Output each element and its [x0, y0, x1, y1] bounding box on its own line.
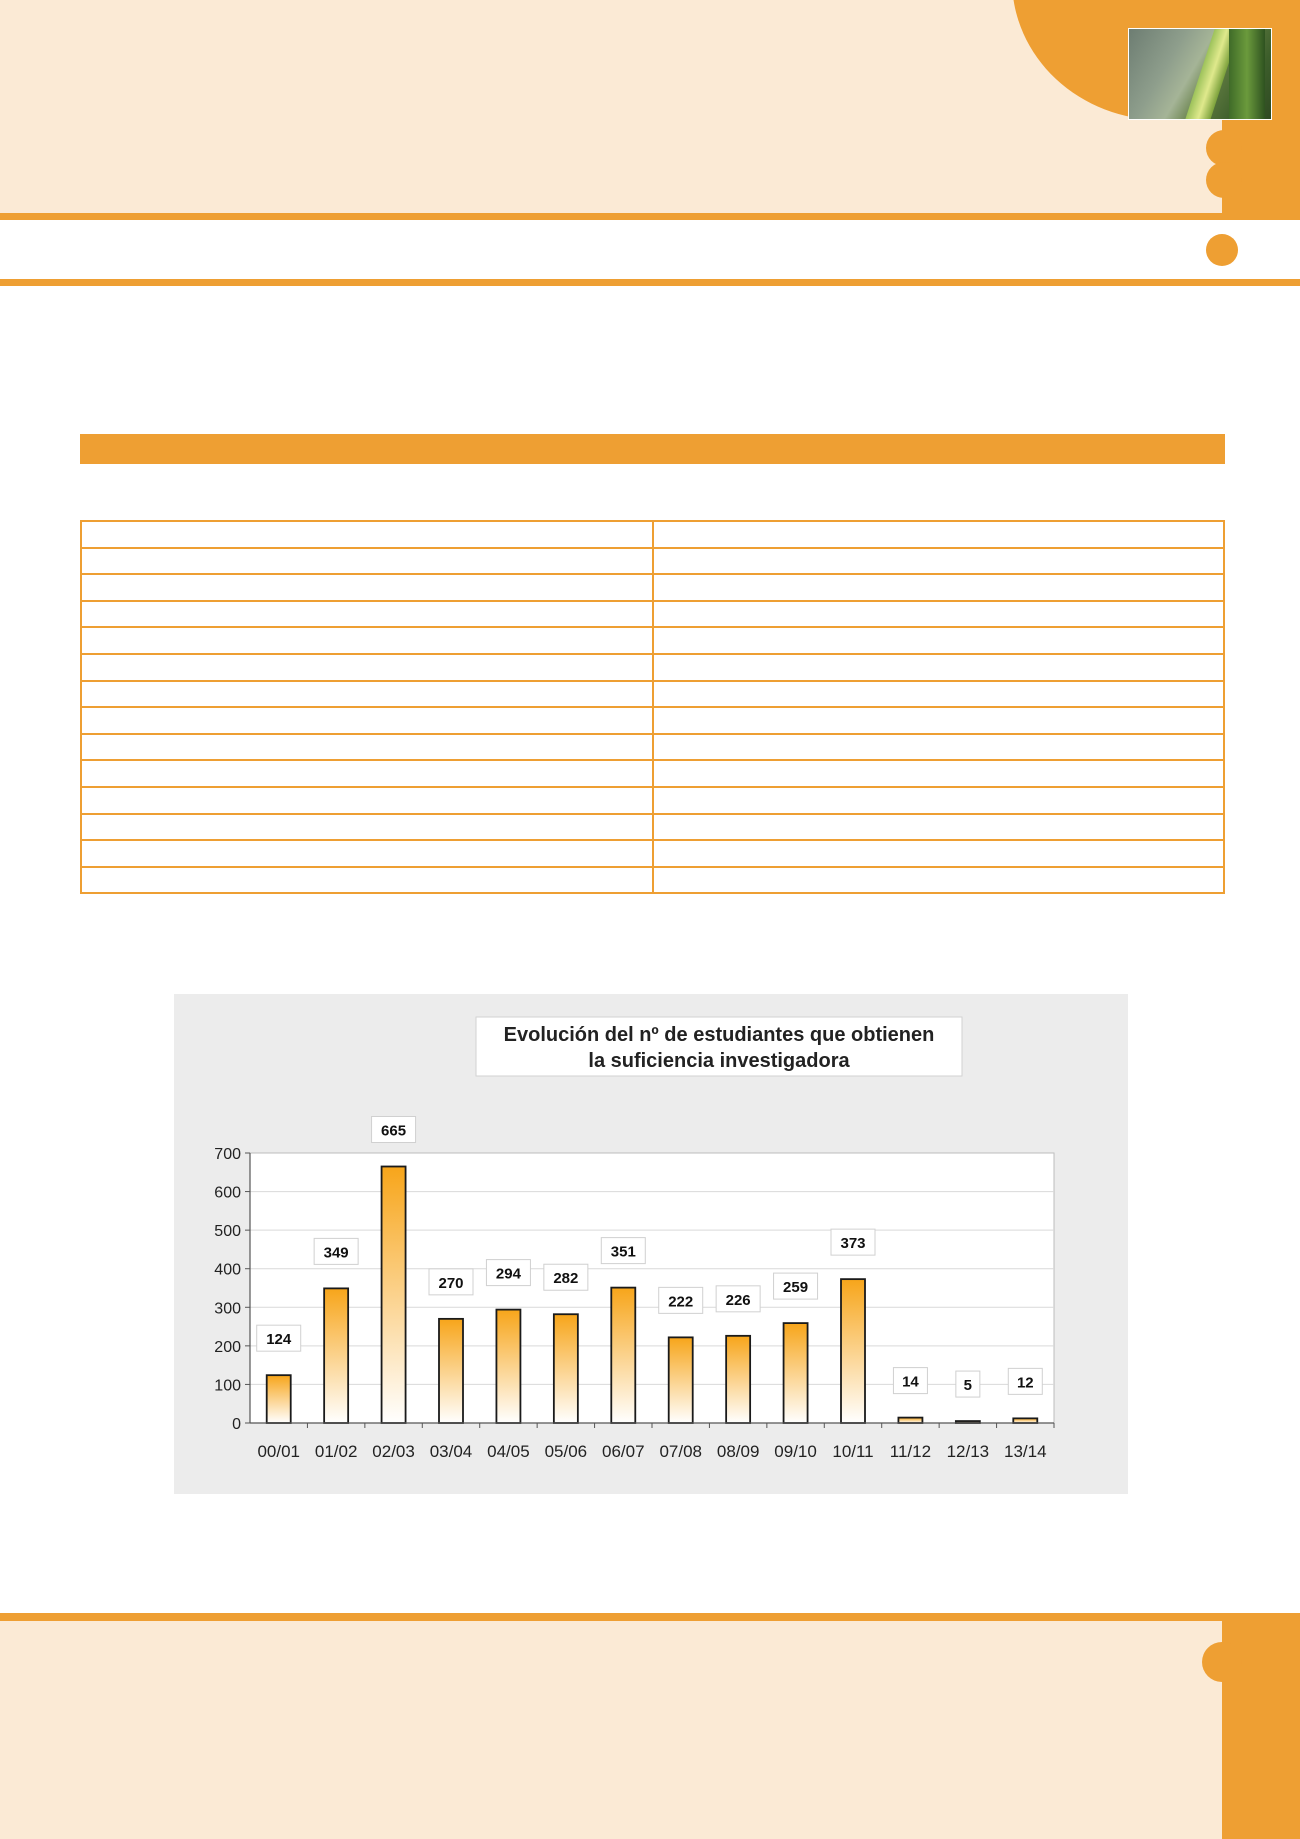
x-axis-labels	[257, 1423, 1054, 1461]
table-row	[81, 548, 1224, 575]
y-tick-label: 200	[214, 1338, 241, 1356]
table-cell	[81, 840, 653, 867]
table-cell	[653, 707, 1224, 734]
table-row	[81, 734, 1224, 761]
bar	[898, 1418, 922, 1423]
header-dot	[1206, 234, 1238, 266]
table-row	[81, 760, 1224, 787]
x-tick-label: 07/08	[659, 1442, 702, 1461]
table-cell	[653, 840, 1224, 867]
table-cell	[81, 814, 653, 841]
bar-chart	[174, 994, 1128, 1494]
bar	[496, 1310, 520, 1423]
bar	[784, 1323, 808, 1423]
table-cell	[81, 867, 653, 894]
table-cell	[81, 760, 653, 787]
table-row	[81, 814, 1224, 841]
table-cell	[653, 867, 1224, 894]
data-label: 12	[1016, 1374, 1034, 1392]
table-row	[81, 787, 1224, 814]
header-photo	[1128, 28, 1272, 120]
data-label: 270	[438, 1274, 464, 1292]
bar	[611, 1288, 635, 1423]
table-cell	[81, 521, 653, 548]
decorative-bubble	[1206, 130, 1242, 166]
table-cell	[81, 574, 653, 601]
table-cell	[653, 760, 1224, 787]
table-cell	[81, 787, 653, 814]
bar	[267, 1375, 291, 1423]
table-cell	[81, 627, 653, 654]
x-tick-label: 00/01	[257, 1442, 300, 1461]
x-tick-label: 01/02	[314, 1442, 358, 1461]
chart-title-line-2: la suficiencia investigadora	[588, 1050, 850, 1072]
table-cell	[81, 707, 653, 734]
footer-rule	[0, 1613, 1300, 1621]
table-row	[81, 840, 1224, 867]
table-row	[81, 574, 1224, 601]
x-tick-label: 06/07	[602, 1442, 645, 1461]
data-label: 351	[610, 1243, 636, 1261]
x-tick-label: 09/10	[774, 1442, 817, 1461]
y-axis-ticks	[214, 1146, 250, 1433]
table-cell	[653, 574, 1224, 601]
section-title-bar	[80, 434, 1225, 464]
plot-area	[250, 1153, 1054, 1423]
table-row	[81, 521, 1224, 548]
table-row	[81, 681, 1224, 708]
header-rule-bottom	[0, 279, 1300, 286]
table-cell	[81, 548, 653, 575]
table-cell	[653, 521, 1224, 548]
y-tick-label: 400	[214, 1261, 241, 1279]
decorative-bubble	[1206, 162, 1242, 198]
photo-detail	[1229, 28, 1265, 120]
y-tick-label: 700	[214, 1146, 241, 1163]
x-tick-label: 11/12	[889, 1442, 932, 1461]
x-tick-label: 10/11	[832, 1442, 874, 1461]
table-cell	[81, 654, 653, 681]
table-cell	[653, 814, 1224, 841]
data-label: 14	[902, 1373, 919, 1391]
bar	[382, 1167, 406, 1424]
decorative-bubble	[1202, 1642, 1242, 1682]
footer-band	[0, 1621, 1300, 1839]
bar	[1013, 1418, 1037, 1423]
y-tick-label: 300	[214, 1300, 241, 1318]
table-row	[81, 627, 1224, 654]
x-tick-label: 12/13	[946, 1442, 990, 1461]
table-cell	[653, 654, 1224, 681]
table-cell	[81, 681, 653, 708]
bar	[669, 1337, 693, 1423]
bar	[439, 1319, 463, 1423]
bar	[554, 1314, 578, 1423]
table-cell	[653, 787, 1224, 814]
table-cell	[81, 734, 653, 761]
empty-data-table	[80, 520, 1225, 894]
data-label: 294	[495, 1265, 521, 1283]
table-cell	[653, 681, 1224, 708]
chart-title-line-1: Evolución del nº de estudiantes que obtienen	[503, 1024, 935, 1046]
table-cell	[653, 627, 1224, 654]
data-label: 124	[266, 1331, 292, 1349]
table-body	[81, 521, 1224, 893]
bar	[324, 1288, 348, 1423]
data-label: 373	[840, 1235, 866, 1253]
data-label: 259	[783, 1279, 809, 1297]
data-label: 665	[381, 1122, 407, 1140]
data-label: 222	[668, 1293, 694, 1311]
header-rule-top	[0, 213, 1300, 220]
table-cell	[653, 734, 1224, 761]
bar	[726, 1336, 750, 1423]
data-label: 226	[725, 1291, 751, 1309]
x-tick-label: 05/06	[544, 1442, 588, 1461]
table-row	[81, 601, 1224, 628]
bar	[841, 1279, 865, 1423]
table-row	[81, 707, 1224, 734]
x-tick-label: 03/04	[429, 1442, 473, 1461]
table-cell	[653, 601, 1224, 628]
y-tick-label: 0	[232, 1416, 241, 1433]
y-tick-label: 100	[214, 1377, 241, 1395]
data-label: 5	[963, 1377, 973, 1395]
x-tick-label: 02/03	[372, 1442, 415, 1461]
x-tick-label: 13/14	[1004, 1442, 1047, 1461]
y-tick-label: 500	[214, 1223, 241, 1241]
table-row	[81, 867, 1224, 894]
x-tick-label: 08/09	[716, 1442, 760, 1461]
table-cell	[81, 601, 653, 628]
table-row	[81, 654, 1224, 681]
data-label: 349	[323, 1244, 349, 1262]
x-tick-label: 04/05	[487, 1442, 530, 1461]
chart-panel	[174, 994, 1128, 1494]
table-cell	[653, 548, 1224, 575]
y-tick-label: 600	[214, 1184, 241, 1202]
data-label: 282	[553, 1270, 579, 1288]
